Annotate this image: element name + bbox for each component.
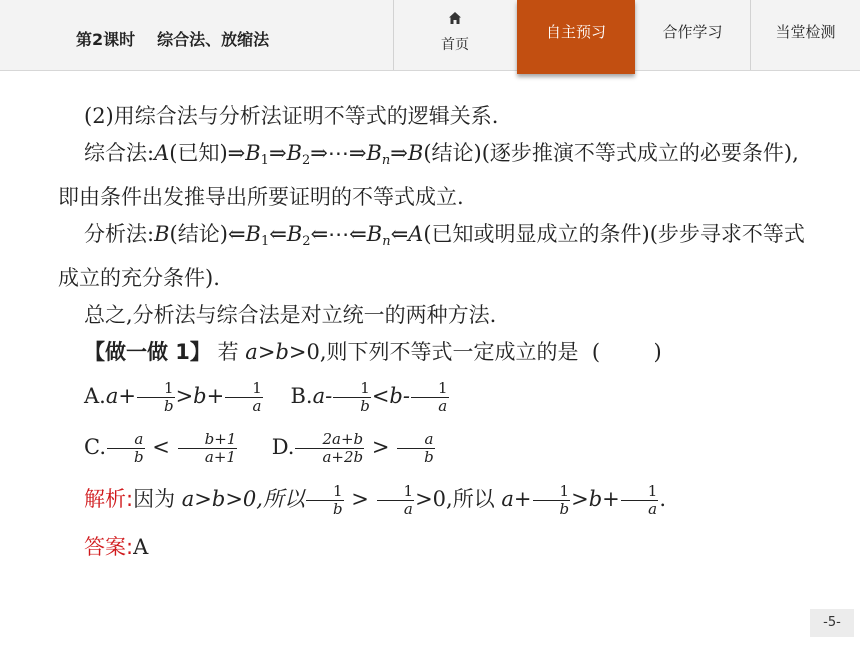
text: (结论)(逐步推演不等式成立的必要条件),即由条件出发推导出所要证明的不等式成立. xyxy=(58,141,799,209)
math-var: A xyxy=(408,222,424,246)
math-var: B xyxy=(407,141,424,165)
text: 综合法: xyxy=(84,141,155,165)
fraction: $\frac{1}{b}$ xyxy=(333,380,371,415)
exercise-question xyxy=(58,334,808,371)
home-icon xyxy=(448,11,462,25)
home-label: 首页 xyxy=(441,37,469,53)
fraction: $\frac{1}{b}$ xyxy=(306,483,344,518)
text: ⇒ xyxy=(268,141,287,165)
fraction: $\frac{b+1}{a+1}$ xyxy=(178,431,238,466)
fraction: $\frac{1}{b}$ xyxy=(137,380,175,415)
paragraph-summary: 总之,分析法与综合法是对立统一的两种方法. xyxy=(84,303,497,327)
lesson-name: 综合法、放缩法 xyxy=(157,30,270,49)
text: ⇒⋯⇒ xyxy=(310,141,367,165)
option-d: D. $\frac{2a+b}{a+2b}$ > $\frac{a}{b}$ xyxy=(271,430,434,466)
fraction: $\frac{a}{b}$ xyxy=(107,431,145,466)
option-a: A.a+ $\frac{1}{b}$ >b+ $\frac{1}{a}$ xyxy=(84,379,262,415)
text: ⇒ xyxy=(390,141,408,165)
option-b: B.a- $\frac{1}{b}$ <b- $\frac{1}{a}$ xyxy=(290,379,448,415)
option-c: C. $\frac{a}{b}$ < $\frac{b+1}{a+1}$ xyxy=(84,430,237,466)
options-row-ab xyxy=(58,371,808,421)
options-row-cd xyxy=(58,421,808,473)
solution-label: 解析: xyxy=(84,487,134,511)
tab-cooperative-learning[interactable]: 合作学习 xyxy=(662,23,723,41)
paragraph-synthetic-method xyxy=(58,135,808,216)
math-var: B xyxy=(245,222,261,246)
text: > xyxy=(257,340,276,364)
solution-line: 解析:因为 a>b>0,所以 $\frac{1}{b}$ > $\frac{1}{a}$ >0,所以 a+ $\frac{1}{b}$ >b+ $\frac{1}{a}$ . xyxy=(84,482,666,518)
text: 若 xyxy=(210,340,246,364)
math-var: B xyxy=(286,141,302,165)
lesson-content xyxy=(58,98,808,566)
fraction: $\frac{1}{a}$ xyxy=(225,380,263,415)
math-var: B xyxy=(286,222,303,246)
fraction: $\frac{1}{a}$ xyxy=(411,380,449,415)
answer-blank: ( ) xyxy=(591,340,662,364)
answer-value: A xyxy=(133,535,149,559)
math-var: A xyxy=(154,141,170,165)
tab-in-class-test[interactable]: 当堂检测 xyxy=(775,23,836,41)
paragraph-analytic-method xyxy=(58,216,808,297)
math-var: B xyxy=(245,141,261,165)
subscript: 1 xyxy=(260,234,270,249)
text: (结论)⇐ xyxy=(169,222,246,246)
fraction: $\frac{1}{a}$ xyxy=(377,483,415,518)
math-var: B xyxy=(366,141,382,165)
top-navigation-bar xyxy=(0,0,860,71)
text: (已知或明显成立的条件)(步步寻求不等式成立的充分条件). xyxy=(58,222,805,290)
lesson-title xyxy=(76,27,269,50)
answer-line xyxy=(58,529,808,566)
math-var: b xyxy=(275,340,289,364)
answer-label: 答案: xyxy=(84,535,134,559)
text: (已知)⇒ xyxy=(169,141,246,165)
subscript: 2 xyxy=(302,153,311,168)
text: 分析法: xyxy=(84,222,155,246)
fraction: $\frac{2a+b}{a+2b}$ xyxy=(295,431,364,466)
text: ⇐ xyxy=(390,222,409,246)
text: ⇐ xyxy=(269,222,287,246)
exercise-label: 【做一做 1】 xyxy=(84,340,211,364)
subscript: 1 xyxy=(260,153,269,168)
paragraph-logic-intro: (2)用综合法与分析法证明不等式的逻辑关系. xyxy=(84,104,499,128)
math-var: a xyxy=(245,340,258,364)
fraction: $\frac{1}{b}$ xyxy=(533,483,571,518)
home-button[interactable] xyxy=(394,0,516,70)
tab-self-study[interactable]: 自主预习 xyxy=(517,0,635,74)
fraction: $\frac{1}{a}$ xyxy=(621,483,659,518)
subscript: 2 xyxy=(302,234,311,249)
subscript: n xyxy=(382,234,391,249)
math-var: B xyxy=(366,222,383,246)
lesson-number: 第2课时 xyxy=(76,30,136,49)
subscript: n xyxy=(381,153,391,168)
text: >0,则下列不等式一定成立的是 xyxy=(288,340,579,364)
page-number: -5- xyxy=(810,609,854,637)
math-var: B xyxy=(154,222,170,246)
fraction: $\frac{a}{b}$ xyxy=(397,431,435,466)
text: ⇐⋯⇐ xyxy=(310,222,367,246)
